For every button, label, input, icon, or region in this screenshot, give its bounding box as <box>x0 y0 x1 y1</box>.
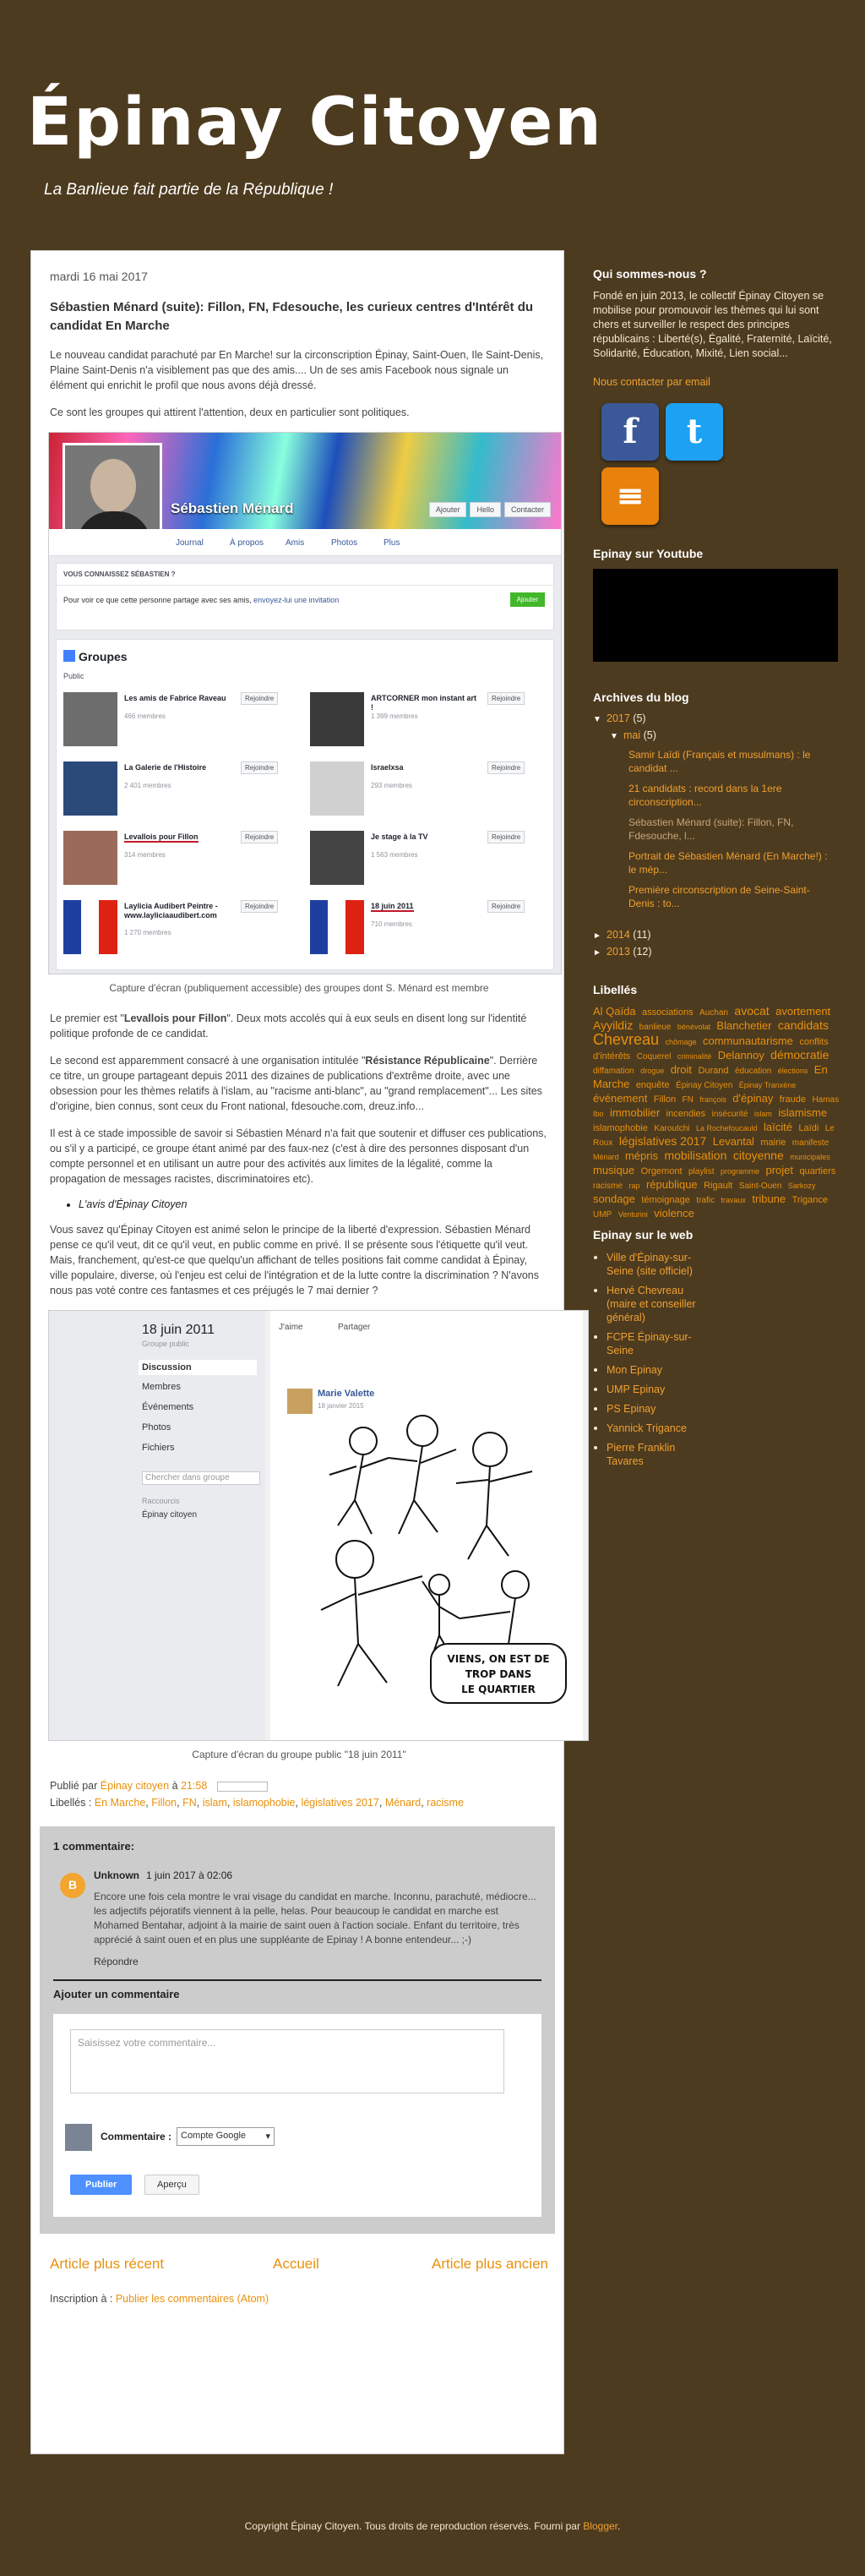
triangle-right-icon: ► <box>593 948 601 958</box>
copyright-text: Copyright Épinay Citoyen. Tous droits de reproduction réservés. Fourni par <box>244 2520 580 2532</box>
label-cloud-link[interactable]: élections <box>777 1067 808 1075</box>
labels-prefix: Libellés : <box>50 1797 92 1809</box>
web-link[interactable]: • Hervé Chevreau (maire et conseiller général) <box>607 1285 696 1323</box>
archive-month-may[interactable]: ▼ mai (5) <box>610 729 656 741</box>
blog-description: La Banlieue fait partie de la République ! <box>44 181 334 199</box>
archive-post-link[interactable]: Première circonscription de Seine-Saint-Denis : to... <box>628 884 810 909</box>
label-cloud-link[interactable]: fraude <box>779 1094 806 1105</box>
subscribe-label: Inscription à : <box>50 2293 113 2305</box>
contact-button: Contacter <box>504 502 551 517</box>
group-thumbnail <box>310 831 364 885</box>
label-cloud-link[interactable]: Levantal <box>712 1135 754 1148</box>
web-link-item <box>607 1401 846 1416</box>
web-link-item <box>607 1421 846 1435</box>
group-item <box>310 761 547 824</box>
timestamp-link[interactable]: 21:58 <box>181 1780 208 1792</box>
label-cloud-link[interactable]: avocat <box>734 1004 770 1018</box>
label-cloud-link[interactable]: UMP <box>593 1210 612 1220</box>
label-link[interactable]: islam <box>202 1797 227 1809</box>
label-cloud-link[interactable]: Coquerel <box>636 1052 672 1062</box>
groups-public-label: Public <box>63 672 84 680</box>
publish-button[interactable]: Publier <box>70 2175 132 2195</box>
label-cloud-link[interactable]: Rigault <box>704 1181 733 1191</box>
preview-button[interactable]: Aperçu <box>144 2175 199 2195</box>
label-cloud-link[interactable]: chômage <box>665 1038 697 1046</box>
web-link[interactable]: • Ville d'Épinay-sur-Seine (site officiel) <box>607 1252 693 1277</box>
label-cloud-link[interactable]: communautarisme <box>702 1034 793 1047</box>
post-paragraph-1: Le nouveau candidat parachuté par En Marche! sur la circonscription Épinay, Saint-Ouen, Ile Saint-Denis, Plaine Saint-Denis n'a visiblement pas que des amis.... Un de ses amis Facebook nous signale un élément qui enrichit le profil que nous avons déjà dressé. <box>50 349 544 391</box>
group-name: ARTCORNER mon instant art ! <box>371 694 477 712</box>
web-link-item <box>607 1382 846 1396</box>
post-paragraph-6: Vous savez qu'Épinay Citoyen est animé selon le principe de la liberté d'expression. Sébastien Ménard pense ce qu'il veut, dit ce qu'il veut, en public comme en privé. Il se présente sous l'étiquette qu'il veut. Mais, franchement, qu'est-ce que quelqu'un affichant de telles positions fait comme candidat à Épinay, ville populaire, diverse, où l'enjeu est celui de l'intégration et de la lutte contre la discrimination ? N'avons nous pas voté contre ces fantasmes et ces préjugés le 7 mai dernier ? <box>50 1224 540 1296</box>
blogger-link[interactable]: Blogger <box>583 2520 617 2532</box>
sidebar <box>593 267 846 1473</box>
label-cloud <box>593 1005 846 1221</box>
group-members: 1 270 membres <box>124 929 171 936</box>
home-link[interactable]: Accueil <box>273 2256 319 2272</box>
label-cloud-link[interactable]: criminalité <box>677 1052 712 1061</box>
youtube-title: Epinay sur Youtube <box>593 547 704 560</box>
tab-more: Plus <box>384 538 400 548</box>
group-thumbnail <box>63 761 117 816</box>
group-item <box>310 900 547 963</box>
tab-journal: Journal <box>176 538 204 548</box>
facebook-profile-screenshot[interactable] <box>48 432 562 974</box>
comment-item <box>53 1869 541 1967</box>
group-thumbnail <box>310 692 364 746</box>
group-members: 293 membres <box>371 782 412 789</box>
group-members: 314 membres <box>124 851 166 859</box>
footer: Copyright Épinay Citoyen. Tous droits de reproduction réservés. Fourni par Blogger. <box>244 2520 621 2532</box>
label-cloud-link[interactable]: diffamation <box>593 1067 634 1076</box>
label-cloud-link[interactable]: immobilier <box>609 1106 661 1119</box>
label-cloud-link[interactable]: éducation <box>734 1067 772 1076</box>
share-label: Partager <box>338 1323 371 1332</box>
label-cloud-link[interactable]: législatives 2017 <box>618 1134 707 1148</box>
label-cloud-link[interactable]: En Marche <box>593 1063 828 1090</box>
join-button: Rejoindre <box>487 831 525 843</box>
older-post-link[interactable]: Article plus ancien <box>432 2256 548 2272</box>
about-title: Qui sommes-nous ? <box>593 267 707 281</box>
label-link[interactable]: En Marche <box>94 1797 146 1809</box>
label-cloud-link[interactable]: Orgemont <box>640 1166 683 1176</box>
join-button: Rejoindre <box>487 692 525 705</box>
web-link[interactable]: • Yannick Trigance <box>607 1422 687 1434</box>
label-cloud-link[interactable]: banlieue <box>639 1023 672 1032</box>
archive-post-link[interactable]: Samir Laïdi (Français et musulmans) : le candidat ... <box>628 749 811 774</box>
group-name: Israelxsa <box>371 763 404 772</box>
archive-post-current: Sébastien Ménard (suite): Fillon, FN, Fdesouche, l... <box>628 816 794 842</box>
web-link[interactable]: • UMP Epinay <box>607 1384 666 1395</box>
shortcut-item: Épinay citoyen <box>142 1510 198 1520</box>
label-cloud-link[interactable]: musique <box>593 1164 635 1176</box>
like-label: J'aime <box>279 1323 303 1332</box>
label-cloud-link[interactable]: Hamas <box>812 1095 840 1105</box>
chevron-down-icon: ▾ <box>265 2131 270 2142</box>
label-link[interactable]: racisme <box>427 1797 464 1809</box>
label-cloud-link[interactable]: Auchan <box>699 1008 728 1018</box>
label-cloud-link[interactable]: candidats <box>777 1018 829 1032</box>
rss-icon[interactable]: ≡ <box>601 467 659 525</box>
tab-about: À propos <box>230 538 264 548</box>
group-name: Je stage à la TV <box>371 832 428 841</box>
comment-form <box>53 2014 541 2217</box>
label-cloud-link[interactable]: programme <box>721 1167 760 1176</box>
group-item <box>310 692 547 755</box>
archive-post-link[interactable]: 21 candidats : record dans la 1ere circonscription... <box>628 783 782 808</box>
group-nav-files: Fichiers <box>142 1443 175 1453</box>
web-link-item <box>607 1440 846 1468</box>
web-link-item <box>607 1329 846 1357</box>
label-cloud-link[interactable]: mairie <box>760 1138 786 1148</box>
add-comment-heading: Ajouter un commentaire <box>53 1979 541 2000</box>
group-name: Laylicia Audibert Peintre - www.layliciaaudibert.com <box>124 902 218 920</box>
image-caption-1: Capture d'écran (publiquement accessible) des groupes dont S. Ménard est membre <box>109 982 489 994</box>
label-cloud-link[interactable]: bénévolat <box>677 1023 710 1031</box>
svg-text:TROP DANS: TROP DANS <box>465 1668 532 1680</box>
blog-header <box>27 85 603 161</box>
user-avatar-icon <box>65 2124 92 2151</box>
labels-title: Libellés <box>593 983 638 996</box>
cartoon-image <box>287 1390 574 1720</box>
group-name: La Galerie de l'Histoire <box>124 763 207 772</box>
group-item <box>63 692 300 755</box>
group-name: Levallois pour Fillon <box>124 832 199 841</box>
label-cloud-link[interactable]: sondage <box>593 1192 635 1205</box>
published-by-label: Publié par <box>50 1780 98 1792</box>
label-cloud-link[interactable]: Durand <box>698 1066 729 1076</box>
comment-textarea[interactable]: Saisissez votre commentaire... <box>70 2029 504 2093</box>
facebook-icon[interactable]: f <box>601 403 659 461</box>
label-cloud-link[interactable]: laïcité <box>764 1121 792 1133</box>
label-cloud-link[interactable]: mobilisation <box>664 1149 727 1162</box>
post-date: mardi 16 mai 2017 <box>50 270 148 283</box>
label-cloud-link[interactable]: Trigance <box>792 1195 828 1205</box>
triangle-down-icon: ▼ <box>610 732 618 741</box>
label-cloud-link[interactable]: témoignage <box>641 1195 690 1205</box>
tab-photos: Photos <box>331 538 358 548</box>
label-cloud-link[interactable]: conflits d'intérêts <box>593 1037 829 1062</box>
label-link[interactable]: Fillon <box>151 1797 177 1809</box>
group-thumbnail <box>63 692 117 746</box>
archive-year-2013[interactable]: ► 2013 (12) <box>593 946 652 958</box>
blogger-avatar-icon <box>60 1873 85 1898</box>
know-add-button: Ajouter <box>510 592 545 607</box>
group-title: 18 juin 2011 <box>142 1323 215 1337</box>
social-buttons <box>601 403 737 525</box>
post-paragraph-4: Le second est apparemment consacré à une organisation intitulée "Résistance Républicaine". Derrière ce titre, un groupe partageant depuis 2011 des dizaines de publications d'extrême droite, avec une obsession pour les thèmes relatifs à l'islam, au "racisme anti-blanc", au "grand remplacement"... Les sites d'origine, bien connus, sont ceux du Front national, fdesouche.com, dreuz.info... <box>50 1055 542 1112</box>
label-cloud-link[interactable]: tribune <box>752 1192 786 1205</box>
label-link[interactable]: législatives 2017 <box>301 1797 379 1809</box>
comment-text: Encore une fois cela montre le vrai visage du candidat en marche. Inconnu, parachuté, médiocre... les adjectifs péjoratifs viennent à la pelle, helas. Pour beaucoup le candidat en marche est Mohamed Bentahar, adjoint à la mairie de saint ouen à l'action sociale. Enfant du territoire, très apprécié à saint ouen et en plus une suppléante de Epinay ! A bonne entendeur... ;-) <box>94 1891 536 1946</box>
invite-link: envoyez-lui une invitation <box>253 596 340 604</box>
group-sidebar <box>49 1311 265 1740</box>
comments-section <box>40 1826 555 2234</box>
author-link[interactable]: Épinay citoyen <box>100 1780 170 1792</box>
web-link-item <box>607 1250 846 1278</box>
group-members: 466 membres <box>124 712 166 720</box>
label-cloud-link[interactable]: islamisme <box>778 1106 828 1119</box>
archive-year-2014[interactable]: ► 2014 (11) <box>593 929 651 941</box>
join-button: Rejoindre <box>241 900 278 913</box>
label-cloud-link[interactable]: islam <box>753 1110 772 1118</box>
opinion-bullet: • L'avis d'Épinay Citoyen <box>79 1198 548 1210</box>
know-heading: VOUS CONNAISSEZ SÉBASTIEN ? <box>57 564 553 586</box>
label-cloud-link[interactable]: insécurité <box>711 1110 748 1119</box>
join-button: Rejoindre <box>487 900 525 913</box>
triangle-down-icon: ▼ <box>593 715 601 724</box>
group-nav-photos: Photos <box>142 1422 171 1433</box>
contact-email-link[interactable]: Nous contacter par email <box>593 376 710 388</box>
label-cloud-link[interactable]: racisme <box>593 1182 623 1191</box>
group-item <box>63 900 300 963</box>
label-cloud-link[interactable]: avortement <box>775 1005 831 1018</box>
about-text: Fondé en juin 2013, le collectif Épinay Citoyen se mobilise pour promouvoir les thèmes qui lui sont chers et surveiller le respect des principes républicains : Liberté(s), Égalité, Fraternité, Laïcité, Solidarité, Éducation, Mixité, Lien social... <box>593 290 832 359</box>
post-footer: Publié par Épinay citoyen à 21:58 Libellés : En Marche, Fillon, FN, islam, islamophobie, législatives 2017, Ménard, racisme <box>50 1780 464 1809</box>
group-name-fillon: Levallois pour Fillon <box>123 1012 227 1024</box>
group-item <box>63 761 300 824</box>
join-button: Rejoindre <box>241 692 278 705</box>
label-cloud-link[interactable]: manifeste <box>792 1138 830 1148</box>
web-links-list <box>607 1250 846 1468</box>
label-cloud-link[interactable]: Al Qaïda <box>593 1005 636 1018</box>
label-cloud-link[interactable]: Chevreau <box>593 1031 660 1048</box>
label-cloud-link[interactable]: Le Roux <box>593 1124 835 1148</box>
archive-year-2017[interactable]: ▼ 2017 (5) <box>593 712 646 724</box>
label-cloud-link[interactable]: Saint-Ouen <box>738 1182 782 1191</box>
web-link[interactable]: • PS Epinay <box>607 1403 656 1415</box>
profile-tabs <box>49 529 561 556</box>
group-members: 710 membres <box>371 920 412 928</box>
label-cloud-link[interactable]: FN <box>682 1095 694 1105</box>
comment-as-label: Commentaire : <box>101 2131 172 2142</box>
label-cloud-link[interactable]: d'épinay <box>732 1092 774 1105</box>
blog-pager <box>50 2256 548 2289</box>
label-cloud-link[interactable]: violence <box>654 1207 694 1220</box>
know-text: Pour voir ce que cette personne partage avec ses amis, <box>63 596 252 604</box>
subscribe-line <box>50 2293 548 2305</box>
label-cloud-link[interactable]: citoyenne <box>732 1149 784 1162</box>
share-buttons[interactable] <box>217 1782 268 1792</box>
profile-photo <box>63 443 162 543</box>
post-paragraph-5: Il est à ce stade impossible de savoir si Sébastien Ménard n'a fait que soutenir et diffuser ces publications, ou s'il y a participé, ce groupe étant animé par des faux-nez (c'est à dire des personnes disposant d'un compte personnel et en utilisant un autre pour des activités aux limites de la légalité, comme la propagation de messages racistes, discriminatoires etc). <box>50 1127 547 1185</box>
group-thumbnail <box>310 900 364 954</box>
group-members: 1 563 membres <box>371 851 418 859</box>
comment-author: Unknown <box>94 1869 139 1881</box>
web-link-item <box>607 1362 846 1377</box>
group-item <box>63 831 300 893</box>
groups-icon <box>63 650 75 662</box>
join-button: Rejoindre <box>487 761 525 774</box>
label-cloud-link[interactable]: Blanchetier <box>716 1019 772 1032</box>
label-cloud-link[interactable]: playlist <box>688 1167 715 1176</box>
know-him-box <box>56 563 554 630</box>
post-date-label: 18 janvier 2015 <box>318 1402 364 1410</box>
label-cloud-link[interactable]: rap <box>628 1182 640 1190</box>
label-cloud-link[interactable]: quartiers <box>799 1166 836 1176</box>
image-caption-2: Capture d'écran du groupe public "18 juin 2011" <box>192 1749 406 1760</box>
web-link-item <box>607 1283 846 1324</box>
label-cloud-link[interactable]: Karoutchi <box>654 1124 690 1133</box>
svg-text:LE QUARTIER: LE QUARTIER <box>461 1684 536 1695</box>
web-link[interactable]: • Mon Epinay <box>607 1364 663 1376</box>
web-link[interactable]: • Pierre Franklin Tavares <box>607 1442 676 1467</box>
comments-count: 1 commentaire: <box>53 1840 135 1853</box>
label-link[interactable]: FN <box>182 1797 197 1809</box>
label-cloud-link[interactable]: municipales <box>790 1153 830 1161</box>
group-name: 18 juin 2011 <box>371 902 414 910</box>
group-thumbnail <box>310 761 364 816</box>
group-nav-members: Membres <box>142 1382 181 1392</box>
label-cloud-link[interactable]: Épinay Tranxène <box>738 1081 797 1089</box>
label-cloud-link[interactable]: Épinay Citoyen <box>676 1081 733 1090</box>
hello-button: Hello <box>470 502 501 517</box>
group-type: Groupe public <box>142 1340 190 1348</box>
triangle-right-icon: ► <box>593 931 601 941</box>
svg-text:VIENS, ON EST DE: VIENS, ON EST DE <box>447 1653 550 1665</box>
post-paragraph-2: Ce sont les groupes qui attirent l'attention, deux en particulier sont politiques. <box>50 407 410 418</box>
archive-title: Archives du blog <box>593 690 689 704</box>
twitter-icon[interactable]: t <box>666 403 723 461</box>
group-thumbnail <box>63 900 117 954</box>
label-cloud-link[interactable]: droit <box>670 1063 692 1076</box>
comment-date-link[interactable]: 1 juin 2017 à 02:06 <box>146 1869 233 1881</box>
group-members: 1 399 membres <box>371 712 418 720</box>
atom-feed-link[interactable]: Publier les commentaires (Atom) <box>115 2293 269 2305</box>
label-link[interactable]: islamophobie <box>232 1797 296 1809</box>
label-cloud-link[interactable]: Laïdi <box>798 1123 819 1133</box>
web-title: Epinay sur le web <box>593 1228 694 1242</box>
group-nav-discussion: Discussion <box>139 1360 257 1375</box>
label-cloud-link[interactable]: drogue <box>640 1067 665 1075</box>
post-paragraph-3: Le premier est "Levallois pour Fillon". Deux mots accolés qui à eux seuls en disent long sur l'identité politique profonde de ce candidat. <box>50 1012 527 1040</box>
groups-heading: Groupes <box>79 650 128 663</box>
label-cloud-link[interactable]: islamophobie <box>593 1123 648 1133</box>
label-link[interactable]: Ménard <box>384 1797 422 1809</box>
label-cloud-link[interactable]: Ayyildiz <box>593 1018 634 1032</box>
label-cloud-link[interactable]: Ménard <box>593 1153 619 1161</box>
group-item <box>310 831 547 893</box>
label-cloud-link[interactable]: Delannoy <box>717 1049 764 1062</box>
label-cloud-link[interactable]: Ibo <box>593 1110 604 1118</box>
archive-post-link[interactable]: Portrait de Sébastien Ménard (En Marche!) : le mép... <box>628 850 828 876</box>
group-thumbnail <box>63 831 117 885</box>
shortcuts-label: Raccourcis <box>142 1497 180 1505</box>
tab-friends: Amis <box>286 538 305 548</box>
label-cloud-link[interactable]: Fillon <box>653 1094 677 1105</box>
youtube-embed[interactable] <box>593 569 838 662</box>
label-cloud-link[interactable]: république <box>645 1178 698 1191</box>
label-cloud-link[interactable]: Sarkozy <box>787 1182 816 1190</box>
facebook-group-screenshot[interactable] <box>48 1310 589 1741</box>
label-cloud-link[interactable]: enquête <box>635 1080 670 1090</box>
post-title: Sébastien Ménard (suite): Fillon, FN, Fdesouche, les curieux centres d'Intérêt du candidat En Marche <box>50 300 534 333</box>
join-button: Rejoindre <box>241 831 278 843</box>
label-cloud-link[interactable]: Venturini <box>617 1210 648 1219</box>
label-cloud-link[interactable]: démocratie <box>770 1048 830 1062</box>
blog-title[interactable]: Épinay Citoyen <box>27 85 603 161</box>
identity-select[interactable]: Compte Google ▾ <box>177 2127 275 2146</box>
label-cloud-link[interactable]: incendies <box>666 1109 706 1119</box>
reply-link[interactable]: Répondre <box>94 1956 139 1967</box>
label-cloud-link[interactable]: projet <box>765 1164 793 1176</box>
web-link[interactable]: • FCPE Épinay-sur-Seine <box>607 1331 692 1356</box>
label-cloud-link[interactable]: associations <box>642 1007 694 1018</box>
label-cloud-link[interactable]: La Rochefoucauld <box>695 1124 758 1132</box>
group-search-input: Chercher dans groupe <box>142 1471 260 1485</box>
group-name: Les amis de Fabrice Raveau <box>124 694 226 702</box>
main-column <box>30 250 564 2454</box>
groups-box <box>56 639 554 970</box>
group-nav-events: Événements <box>142 1402 194 1412</box>
group-members: 2 401 membres <box>124 782 171 789</box>
poster-name: Marie Valette <box>318 1389 375 1399</box>
newer-post-link[interactable]: Article plus récent <box>50 2256 165 2272</box>
label-cloud-link[interactable]: travaux <box>721 1196 746 1204</box>
label-cloud-link[interactable]: françois <box>699 1095 726 1104</box>
label-cloud-link[interactable]: mépris <box>624 1149 658 1162</box>
profile-name: Sébastien Ménard <box>171 500 294 516</box>
group-feed <box>270 1311 583 1740</box>
join-button: Rejoindre <box>241 761 278 774</box>
label-cloud-link[interactable]: trafic <box>696 1196 715 1205</box>
group-name-resistance: Résistance Républicaine <box>365 1055 490 1067</box>
label-cloud-link[interactable]: événement <box>593 1092 648 1105</box>
add-friend-button: Ajouter <box>429 502 467 517</box>
